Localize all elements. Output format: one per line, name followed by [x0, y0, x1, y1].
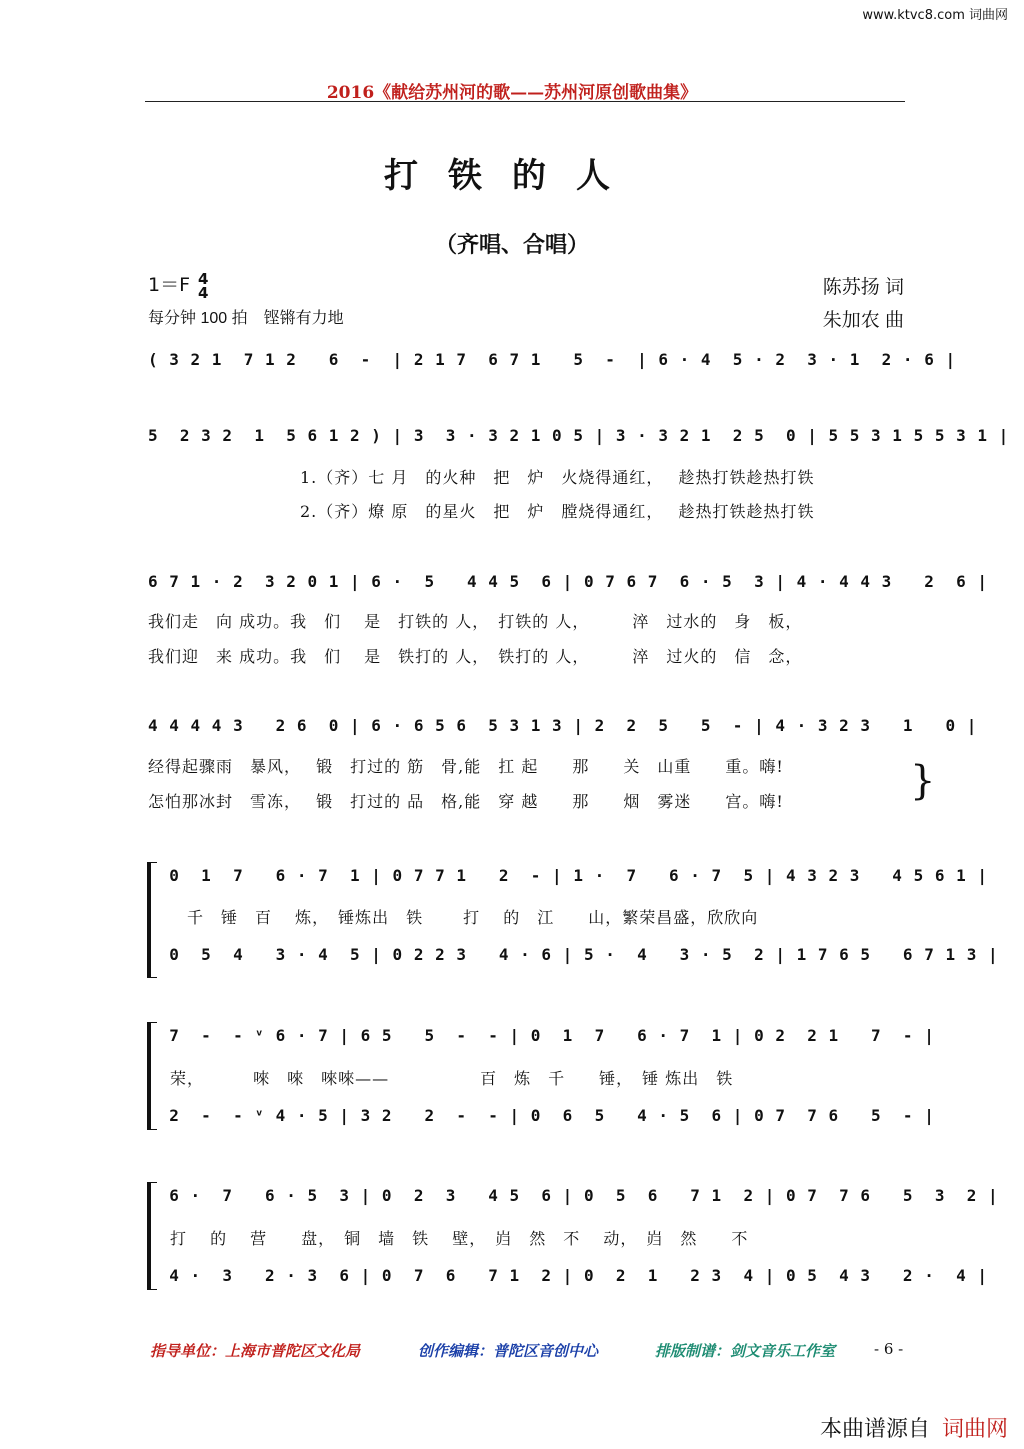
site-url[interactable]: www.ktvc8.com 词曲网	[862, 8, 1008, 23]
key-signature	[148, 270, 208, 300]
composer: 朱加农 曲	[822, 310, 904, 331]
lyric-line-6: 荣， 唻 唻 唻唻—— 百 炼 千 锤， 锤 炼出 铁	[170, 1069, 734, 1088]
lyricist: 陈苏扬 词	[822, 277, 904, 298]
verse2-lyric-line-3: 我们迎 来 成功。我 们 是 铁打的 人， 铁打的 人， 淬 过火的 信 念，	[148, 647, 803, 666]
song-title: 打铁的人	[384, 156, 640, 196]
key-label: 1＝F	[148, 274, 191, 296]
song-subtitle: （齐唱、合唱）	[434, 232, 589, 258]
score-line-3: 6 7 1 · 2 3 2 0 1 | 6 · 5 4 4 5 6 | 0 7 6 7 6 · 5 3 | 4 · 4 4 3 2 6 |	[148, 572, 988, 591]
header-rule	[145, 101, 905, 102]
time-top: 4	[198, 269, 209, 288]
footer-layout: 排版制谱：剑文音乐工作室	[655, 1342, 836, 1360]
credit-source: 本曲谱源自	[819, 1417, 930, 1442]
score-line-1: ( 3 2 1 7 1 2 6 - | 2 1 7 6 7 1 5 - | 6 · 4 5 · 2 3 · 1 2 · 6 |	[148, 350, 957, 369]
lyric-line-7: 打 的 营 盘， 铜 墙 铁 壁， 岿 然 不 动， 岿 然 不	[170, 1229, 749, 1248]
verse1-lyric-line-2: 1.（齐）七 月 的火种 把 炉 火烧得通红， 趁热打铁趁热打铁	[300, 468, 815, 487]
footer-guide-unit: 指导单位：上海市普陀区文化局	[150, 1342, 361, 1360]
verse2-lyric-line-4: 怎怕那冰封 雪冻， 锻 打过的 品 格,能 穿 越 那 烟 雾迷 宫。嗨!	[148, 792, 784, 811]
credit-brand[interactable]: 词曲网	[941, 1417, 1008, 1442]
score-line-7-low: 4 · 3 2 · 3 6 | 0 7 6 7 1 2 | 0 2 1 2 3 4 | 0 5 4 3 2 · 4 |	[148, 1266, 988, 1285]
footer-create-edit: 创作编辑：普陀区音创中心	[418, 1342, 599, 1360]
score-line-4: 4 4 4 4 3 2 6 0 | 6 · 6 5 6 5 3 1 3 | 2 2 5 5 - | 4 · 3 2 3 1 0 |	[148, 716, 978, 735]
score-line-2: 5 2 3 2 1 5 6 1 2 ) | 3 3 · 3 2 1 0 5 | 3 · 3 2 1 2 5 0 | 5 5 3 1 5 5 3 1 |	[148, 426, 1010, 445]
lyric-line-5: 千 锤 百 炼， 锤炼出 铁 打 的 江 山，繁荣昌盛，欣欣向	[170, 908, 759, 927]
verse1-lyric-line-4: 经得起骤雨 暴风， 锻 打过的 筋 骨,能 扛 起 那 关 山重 重。嗨!	[148, 757, 784, 776]
verse2-lyric-line-2: 2.（齐）燎 原 的星火 把 炉 膛烧得通红， 趁热打铁趁热打铁	[300, 502, 815, 521]
score-line-5-high: 0 1 7 6 · 7 1 | 0 7 7 1 2 - | 1 · 7 6 · 7 5 | 4 3 2 3 4 5 6 1 |	[148, 866, 988, 885]
verse-brace: }	[910, 758, 936, 804]
source-credit	[820, 1412, 1008, 1443]
verse1-lyric-line-3: 我们走 向 成功。我 们 是 打铁的 人， 打铁的 人， 淬 过水的 身 板，	[148, 612, 803, 631]
score-line-6-low: 2 - - ᵛ 4 · 5 | 3 2 2 - - | 0 6 5 4 · 5 6 | 0 7 7 6 5 - |	[148, 1106, 935, 1125]
score-line-6-high: 7 - - ᵛ 6 · 7 | 6 5 5 - - | 0 1 7 6 · 7 1 | 0 2 2 1 7 - |	[148, 1026, 935, 1045]
tempo-marking: 每分钟 100 拍 铿锵有力地	[148, 310, 344, 327]
time-bottom: 4	[198, 283, 209, 302]
page-number: - 6 -	[874, 1340, 904, 1358]
collection-title: 2016《献给苏州河的歌——苏州河原创歌曲集》	[326, 83, 698, 103]
score-line-5-low: 0 5 4 3 · 4 5 | 0 2 2 3 4 · 6 | 5 · 4 3 · 5 2 | 1 7 6 5 6 7 1 3 |	[148, 945, 999, 964]
time-signature	[198, 269, 209, 302]
score-line-7-high: 6 · 7 6 · 5 3 | 0 2 3 4 5 6 | 0 5 6 7 1 2 | 0 7 7 6 5 3 2 |	[148, 1186, 999, 1205]
